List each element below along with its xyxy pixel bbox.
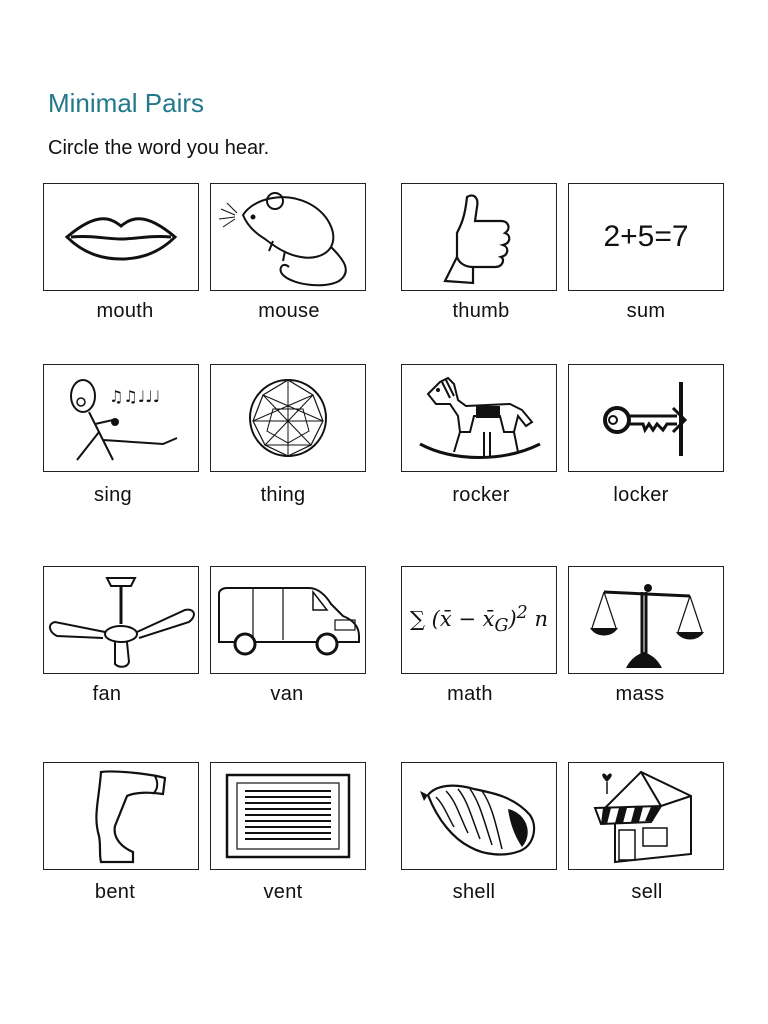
picture-box-sing [43, 364, 199, 472]
word-label-math: math [447, 683, 493, 705]
bent-leg-icon [71, 766, 171, 866]
picture-box-van [210, 566, 366, 674]
word-label-shell: shell [452, 881, 496, 903]
word-label-sell: sell [631, 881, 663, 903]
picture-box-thing [210, 364, 366, 472]
word-label-thing: thing [260, 484, 306, 506]
shop-icon [591, 766, 701, 866]
instruction-text: Circle the word you hear. [48, 137, 270, 159]
formula-text: ∑ (x̄ − $x̄_G)^2$ n [409, 603, 549, 637]
seashell-icon [414, 771, 544, 861]
singer-icon [51, 368, 191, 468]
word-label-sing: sing [94, 484, 132, 506]
picture-box-sell [568, 762, 724, 870]
picture-box-thumb [401, 183, 557, 291]
word-label-rocker: rocker [452, 484, 510, 506]
picture-box-fan [43, 566, 199, 674]
mouse-icon [213, 185, 363, 289]
picture-box-rocker [401, 364, 557, 472]
picture-box-vent [210, 762, 366, 870]
word-label-mass: mass [615, 683, 665, 705]
word-label-locker: locker [613, 484, 669, 506]
word-label-sum: sum [626, 300, 666, 322]
equation-text: 2+5=7 [603, 220, 689, 253]
word-label-bent: bent [94, 881, 136, 903]
picture-box-mouse [210, 183, 366, 291]
word-label-fan: fan [92, 683, 122, 705]
picture-box-bent [43, 762, 199, 870]
picture-box-sum [568, 183, 724, 291]
svg-text:♫♫♩♩♩: ♫♫♩♩♩ [109, 387, 161, 406]
word-label-mouth: mouth [96, 300, 154, 322]
air-vent-icon [223, 771, 353, 861]
word-label-van: van [270, 683, 304, 705]
ceiling-fan-icon [45, 570, 197, 670]
picture-box-math [401, 566, 557, 674]
rocking-horse-icon [414, 370, 544, 466]
word-label-mouse: mouse [258, 300, 320, 322]
word-label-thumb: thumb [452, 300, 510, 322]
word-label-vent: vent [263, 881, 303, 903]
picture-box-mouth [43, 183, 199, 291]
key-lock-icon [591, 378, 701, 458]
geodesic-sphere-icon [243, 373, 333, 463]
van-icon [213, 580, 363, 660]
thumbs-up-icon [439, 187, 519, 287]
picture-box-shell [401, 762, 557, 870]
lips-icon [61, 207, 181, 267]
page-title: Minimal Pairs [48, 88, 205, 118]
picture-box-locker [568, 364, 724, 472]
picture-box-mass [568, 566, 724, 674]
balance-scale-icon [586, 572, 706, 668]
